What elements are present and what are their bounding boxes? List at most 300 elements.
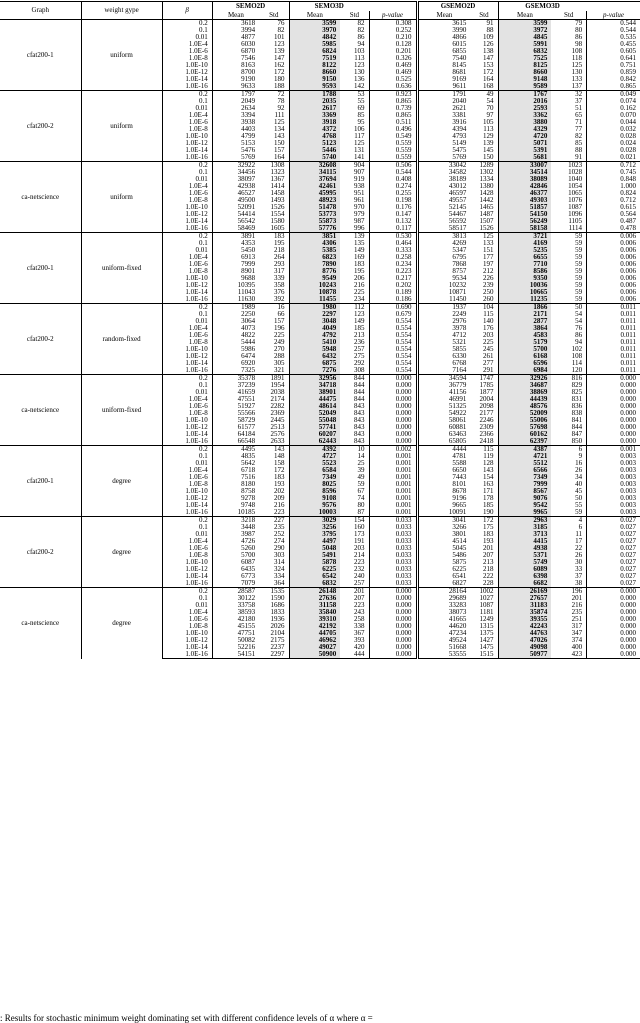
gsemo3d-mean-cell: 4415	[498, 538, 551, 545]
beta-cell: 1.0E-10	[162, 62, 212, 69]
header-beta: β	[162, 2, 212, 20]
semo2d-std-cell: 2297	[259, 651, 289, 659]
semo2d-std-cell: 111	[274, 112, 285, 119]
header-std: Std	[551, 11, 586, 20]
semo-pvalue-cell: 0.554	[369, 339, 417, 346]
gsemo2d-std-cell: 147	[483, 55, 494, 62]
gsemo3d-std-cell: 841	[571, 417, 583, 424]
gsemo-pvalue-cell: 0.011	[587, 339, 640, 346]
gsemo3d-std-cell: 831	[571, 396, 583, 403]
gsemo3d-mean-cell: 3713	[498, 531, 551, 538]
semo-pvalue-cell: 0.258	[369, 254, 417, 261]
semo2d-std-cell: 290	[274, 545, 285, 552]
gsemo3d-std-cell: 59	[575, 289, 583, 296]
gsemo2d-std-cell: 1526	[479, 225, 494, 232]
semo2d-mean-cell: 7999	[212, 261, 259, 268]
gsemo2d-std-cell: 2098	[479, 403, 494, 410]
semo2d-std-cell: 2576	[270, 431, 285, 438]
semo2d-std-cell: 150	[274, 140, 285, 147]
semo-pvalue-cell: 0.033	[369, 538, 417, 545]
gsemo-pvalue-cell: 0.011	[587, 325, 640, 332]
gsemo2d-mean-cell: 9169	[417, 76, 470, 83]
gsemo-pvalue-cell: 0.745	[587, 169, 640, 176]
semo2d-std-cell: 274	[274, 538, 285, 545]
beta-cell: 1.0E-16	[162, 509, 212, 517]
semo2d-mean-cell: 4495	[212, 446, 259, 454]
semo3d-std-cell: 183	[354, 261, 365, 268]
gsemo3d-std-cell: 34	[575, 474, 583, 481]
semo2d-mean-cell: 5476	[212, 147, 259, 154]
gsemo3d-std-cell: 423	[551, 651, 586, 659]
semo3d-std-cell: 844	[340, 375, 369, 383]
semo2d-mean-cell: 6087	[212, 559, 259, 566]
semo3d-mean-cell: 3970	[289, 27, 340, 34]
gsemo-pvalue-cell: 0.000	[587, 630, 640, 637]
beta-cell: 1.0E-8	[162, 197, 212, 204]
gsemo-pvalue-cell: 0.006	[587, 296, 640, 304]
semo3d-std-cell: 843	[354, 431, 365, 438]
gsemo-pvalue-cell: 0.003	[587, 509, 640, 517]
semo2d-std-cell: 1580	[270, 218, 285, 225]
gsemo-pvalue-cell: 0.000	[587, 602, 640, 609]
semo3d-std-cell: 10	[340, 446, 369, 454]
gsemo3d-mean-cell: 31183	[498, 602, 551, 609]
gsemo3d-std-cell: 1105	[568, 218, 583, 225]
gsemo-pvalue-cell: 0.027	[587, 524, 640, 531]
semo-pvalue-cell: 0.408	[369, 176, 417, 183]
semo-pvalue-cell: 0.033	[369, 559, 417, 566]
gsemo2d-std-cell: 168	[483, 83, 494, 90]
semo-pvalue-cell: 0.033	[369, 517, 417, 525]
gsemo2d-std-cell: 213	[483, 559, 494, 566]
gsemo2d-std-cell: 1475	[479, 644, 494, 651]
gsemo3d-std-cell: 1076	[568, 197, 583, 204]
gsemo3d-std-cell: 1114	[568, 225, 583, 232]
gsemo-pvalue-cell: 0.000	[587, 417, 640, 424]
semo2d-std-cell: 376	[274, 289, 285, 296]
semo-pvalue-cell: 0.001	[369, 467, 417, 474]
semo3d-std-cell: 275	[354, 353, 365, 360]
semo-pvalue-cell: 0.128	[369, 41, 417, 48]
semo2d-mean-cell: 7516	[212, 474, 259, 481]
beta-cell: 0.01	[162, 318, 212, 325]
gsemo2d-std-cell: 105	[483, 119, 494, 126]
beta-cell: 1.0E-14	[162, 431, 212, 438]
semo-pvalue-cell: 0.525	[369, 76, 417, 83]
gsemo3d-mean-cell: 60162	[498, 431, 551, 438]
gsemo3d-std-cell: 77	[575, 126, 583, 133]
gsemo3d-mean-cell: 4583	[498, 332, 551, 339]
semo3d-mean-cell: 3851	[289, 233, 340, 241]
beta-cell: 1.0E-8	[162, 268, 212, 275]
beta-cell: 1.0E-8	[162, 339, 212, 346]
semo3d-mean-cell: 2035	[289, 98, 340, 105]
gsemo3d-std-cell: 59	[575, 268, 583, 275]
semo3d-mean-cell: 3599	[289, 20, 340, 28]
gsemo2d-mean-cell: 4269	[417, 240, 470, 247]
semo3d-std-cell: 393	[354, 637, 365, 644]
gsemo2d-std-cell: 171	[483, 488, 494, 495]
gsemo2d-std-cell: 54	[486, 98, 494, 105]
gsemo3d-mean-cell: 6655	[498, 254, 551, 261]
semo2d-mean-cell: 4726	[212, 538, 259, 545]
gsemo2d-mean-cell: 11450	[417, 296, 470, 304]
semo2d-mean-cell: 6920	[212, 360, 259, 367]
semo2d-mean-cell: 54414	[212, 211, 259, 218]
gsemo3d-mean-cell: 32926	[498, 375, 551, 383]
semo3d-mean-cell: 6432	[289, 353, 340, 360]
gsemo3d-std-cell: 55	[575, 502, 583, 509]
gsemo3d-std-cell: 88	[575, 147, 583, 154]
gsemo2d-std-cell: 1181	[479, 609, 494, 616]
beta-cell: 0.2	[162, 20, 212, 28]
gsemo3d-std-cell: 825	[571, 389, 583, 396]
semo3d-mean-cell: 55048	[289, 417, 340, 424]
gsemo3d-std-cell: 26	[575, 467, 583, 474]
semo3d-std-cell: 225	[354, 289, 365, 296]
semo-pvalue-cell: 0.530	[369, 233, 417, 241]
semo2d-std-cell: 1686	[270, 602, 285, 609]
gsemo3d-std-cell: 50	[575, 495, 583, 502]
gsemo-pvalue-cell: 0.027	[587, 573, 640, 580]
semo-pvalue-cell: 0.000	[369, 630, 417, 637]
semo-pvalue-cell: 0.000	[369, 651, 417, 659]
gsemo3d-std-cell: 1096	[568, 211, 583, 218]
gsemo3d-std-cell: 6	[578, 524, 583, 531]
gsemo3d-mean-cell: 4720	[498, 133, 551, 140]
semo2d-mean-cell: 51927	[212, 403, 259, 410]
gsemo-pvalue-cell: 0.011	[587, 367, 640, 375]
gsemo3d-std-cell: 79	[551, 20, 586, 28]
table-row	[0, 588, 640, 596]
beta-cell: 1.0E-6	[162, 332, 212, 339]
gsemo3d-std-cell: 374	[571, 637, 583, 644]
gsemo2d-std-cell: 1375	[479, 630, 494, 637]
semo3d-mean-cell: 32956	[289, 375, 340, 383]
gsemo2d-std-cell: 2309	[479, 424, 494, 431]
gsemo2d-std-cell: 250	[483, 289, 494, 296]
gsemo3d-std-cell: 400	[571, 644, 583, 651]
gsemo3d-mean-cell: 6596	[498, 360, 551, 367]
gsemo3d-std-cell: 11	[575, 531, 583, 538]
gsemo3d-std-cell: 836	[571, 403, 583, 410]
semo-pvalue-cell: 0.549	[369, 133, 417, 140]
semo3d-std-cell: 240	[354, 573, 365, 580]
gsemo3d-mean-cell: 38869	[498, 389, 551, 396]
semo-pvalue-cell: 0.217	[369, 275, 417, 282]
beta-cell: 1.0E-8	[162, 126, 212, 133]
table-row	[0, 20, 640, 28]
gsemo2d-std-cell: 193	[483, 538, 494, 545]
semo3d-mean-cell: 3918	[289, 119, 340, 126]
semo3d-mean-cell: 10003	[289, 509, 340, 517]
gsemo2d-mean-cell: 60881	[417, 424, 470, 431]
semo3d-mean-cell: 57741	[289, 424, 340, 431]
semo2d-std-cell: 305	[274, 360, 285, 367]
semo-pvalue-cell: 0.000	[369, 616, 417, 623]
gsemo-pvalue-cell: 0.000	[587, 609, 640, 616]
gsemo3d-mean-cell: 58158	[498, 225, 551, 233]
header-pvalue: p-value	[369, 11, 417, 20]
gsemo3d-std-cell: 26	[575, 552, 583, 559]
gsemo2d-std-cell: 2418	[479, 438, 494, 445]
beta-cell: 1.0E-10	[162, 630, 212, 637]
semo2d-mean-cell: 30122	[212, 595, 259, 602]
gsemo-pvalue-cell: 0.006	[587, 282, 640, 289]
table-row	[0, 304, 640, 312]
semo3d-mean-cell: 4392	[289, 446, 340, 454]
semo-pvalue-cell: 0.001	[369, 481, 417, 488]
semo2d-mean-cell: 50082	[212, 637, 259, 644]
gsemo2d-mean-cell: 28164	[417, 588, 470, 596]
gsemo2d-std-cell: 119	[483, 453, 494, 460]
semo-pvalue-cell: 0.189	[369, 289, 417, 296]
beta-cell: 0.01	[162, 531, 212, 538]
header-mean: Mean	[498, 11, 551, 20]
gsemo2d-std-cell: 183	[483, 531, 494, 538]
gsemo2d-mean-cell: 6225	[417, 566, 470, 573]
gsemo3d-mean-cell: 49098	[498, 644, 551, 651]
gsemo3d-mean-cell: 5681	[498, 154, 551, 162]
beta-cell: 0.1	[162, 524, 212, 531]
semo3d-std-cell: 106	[354, 126, 365, 133]
gsemo2d-mean-cell: 36779	[417, 382, 470, 389]
gsemo3d-mean-cell: 8660	[498, 69, 551, 76]
gsemo-pvalue-cell: 0.011	[587, 332, 640, 339]
gsemo3d-mean-cell: 34514	[498, 169, 551, 176]
semo3d-std-cell: 117	[354, 133, 365, 140]
gsemo2d-std-cell: 185	[483, 502, 494, 509]
semo2d-std-cell: 223	[274, 509, 285, 516]
gsemo2d-mean-cell: 10871	[417, 289, 470, 296]
semo2d-std-cell: 162	[274, 62, 285, 69]
semo3d-mean-cell: 4049	[289, 325, 340, 332]
gsemo2d-mean-cell: 3266	[417, 524, 470, 531]
gsemo3d-mean-cell: 5391	[498, 147, 551, 154]
gsemo2d-mean-cell: 4781	[417, 453, 470, 460]
semo3d-mean-cell: 8025	[289, 481, 340, 488]
semo2d-std-cell: 2282	[270, 403, 285, 410]
semo-pvalue-cell: 0.033	[369, 545, 417, 552]
semo-pvalue-cell: 0.326	[369, 55, 417, 62]
gsemo3d-mean-cell: 3880	[498, 119, 551, 126]
semo-pvalue-cell: 0.469	[369, 69, 417, 76]
gsemo2d-std-cell: 1334	[479, 176, 494, 183]
gsemo-pvalue-cell: 1.000	[587, 183, 640, 190]
semo2d-mean-cell: 7546	[212, 55, 259, 62]
gsemo3d-mean-cell: 26169	[498, 588, 551, 596]
gsemo2d-mean-cell: 46597	[417, 190, 470, 197]
gsemo2d-mean-cell: 3615	[417, 20, 470, 28]
results-table	[0, 1, 640, 659]
gsemo2d-mean-cell: 7164	[417, 367, 470, 375]
gsemo2d-std-cell: 239	[483, 282, 494, 289]
gsemo-pvalue-cell: 0.000	[587, 644, 640, 651]
gsemo-pvalue-cell: 0.712	[587, 162, 640, 170]
semo3d-std-cell: 103	[354, 48, 365, 55]
semo3d-std-cell: 844	[354, 396, 365, 403]
gsemo2d-mean-cell: 6541	[417, 573, 470, 580]
gsemo-pvalue-cell: 0.003	[587, 495, 640, 502]
table-row	[0, 91, 640, 99]
beta-cell: 1.0E-6	[162, 48, 212, 55]
gsemo2d-mean-cell: 3990	[417, 27, 470, 34]
gsemo-pvalue-cell: 0.011	[587, 304, 640, 312]
beta-cell: 1.0E-10	[162, 488, 212, 495]
semo3d-std-cell: 130	[354, 69, 365, 76]
semo3d-mean-cell: 3048	[289, 318, 340, 325]
gsemo3d-std-cell: 51	[575, 105, 583, 112]
beta-cell: 1.0E-12	[162, 211, 212, 218]
semo3d-std-cell: 86	[357, 34, 365, 41]
gsemo-pvalue-cell: 0.006	[587, 261, 640, 268]
gsemo2d-std-cell: 1427	[479, 637, 494, 644]
gsemo2d-std-cell: 128	[483, 460, 494, 467]
beta-cell: 1.0E-4	[162, 396, 212, 403]
gsemo-pvalue-cell: 0.011	[587, 311, 640, 318]
beta-cell: 1.0E-12	[162, 282, 212, 289]
gsemo2d-std-cell: 1249	[479, 616, 494, 623]
gsemo-pvalue-cell: 0.044	[587, 119, 640, 126]
gsemo2d-std-cell: 1785	[479, 382, 494, 389]
gsemo3d-mean-cell: 2963	[498, 517, 551, 525]
gsemo3d-std-cell: 54	[575, 311, 583, 318]
semo2d-std-cell: 72	[259, 91, 289, 99]
semo3d-mean-cell: 9593	[289, 83, 340, 91]
semo3d-mean-cell: 52049	[289, 410, 340, 417]
gsemo-pvalue-cell: 0.000	[587, 382, 640, 389]
gsemo3d-std-cell: 59	[575, 282, 583, 289]
beta-cell: 0.1	[162, 169, 212, 176]
semo-pvalue-cell: 0.002	[369, 446, 417, 454]
gsemo2d-std-cell: 1087	[479, 602, 494, 609]
semo3d-std-cell: 173	[354, 531, 365, 538]
gsemo3d-std-cell: 80	[575, 27, 583, 34]
semo2d-std-cell: 293	[274, 261, 285, 268]
semo2d-mean-cell: 3448	[212, 524, 259, 531]
gsemo-pvalue-cell: 0.544	[587, 20, 640, 28]
gsemo-pvalue-cell: 0.028	[587, 147, 640, 154]
gsemo3d-std-cell: 130	[571, 69, 583, 76]
gsemo2d-std-cell: 1747	[470, 375, 498, 383]
gsemo3d-mean-cell: 44763	[498, 630, 551, 637]
semo3d-std-cell: 123	[354, 311, 365, 318]
gsemo3d-mean-cell: 33007	[498, 162, 551, 170]
semo3d-mean-cell: 5446	[289, 147, 340, 154]
semo3d-mean-cell: 3369	[289, 112, 340, 119]
semo2d-std-cell: 264	[274, 254, 285, 261]
gsemo-pvalue-cell: 0.027	[587, 545, 640, 552]
gsemo3d-mean-cell: 38089	[498, 176, 551, 183]
semo2d-std-cell: 2038	[270, 389, 285, 396]
beta-cell: 1.0E-14	[162, 360, 212, 367]
semo3d-std-cell: 987	[354, 218, 365, 225]
gsemo3d-mean-cell: 51857	[498, 204, 551, 211]
gsemo-pvalue-cell: 0.027	[587, 559, 640, 566]
semo2d-std-cell: 1605	[270, 225, 285, 232]
semo3d-std-cell: 94	[357, 41, 365, 48]
semo3d-std-cell: 232	[354, 566, 365, 573]
gsemo-pvalue-cell: 0.842	[587, 76, 640, 83]
gsemo-pvalue-cell: 0.021	[587, 154, 640, 162]
semo2d-std-cell: 288	[274, 353, 285, 360]
gsemo3d-std-cell: 133	[571, 76, 583, 83]
semo3d-mean-cell: 6875	[289, 360, 340, 367]
gsemo2d-std-cell: 164	[483, 76, 494, 83]
gsemo3d-mean-cell: 6089	[498, 566, 551, 573]
gsemo2d-mean-cell: 38189	[417, 176, 470, 183]
semo2d-mean-cell: 3218	[212, 517, 259, 525]
semo3d-mean-cell: 38901	[289, 389, 340, 396]
gsemo3d-std-cell: 54	[575, 318, 583, 325]
gsemo3d-std-cell: 1040	[568, 176, 583, 183]
beta-cell: 0.2	[162, 517, 212, 525]
beta-cell: 0.1	[162, 311, 212, 318]
weight-type-cell: uniform-fixed	[81, 375, 162, 446]
gsemo-pvalue-cell: 0.544	[587, 27, 640, 34]
gsemo3d-std-cell: 33	[575, 566, 583, 573]
gsemo3d-mean-cell: 2593	[498, 105, 551, 112]
beta-cell: 1.0E-12	[162, 69, 212, 76]
gsemo3d-std-cell: 108	[571, 48, 583, 55]
gsemo3d-std-cell: 6	[551, 446, 586, 454]
gsemo3d-mean-cell: 8567	[498, 488, 551, 495]
semo3d-mean-cell: 5985	[289, 41, 340, 48]
gsemo3d-mean-cell: 5235	[498, 247, 551, 254]
semo3d-std-cell: 95	[357, 119, 365, 126]
gsemo2d-mean-cell: 6650	[417, 467, 470, 474]
semo2d-mean-cell: 5986	[212, 346, 259, 353]
gsemo2d-std-cell: 139	[483, 140, 494, 147]
semo-pvalue-cell: 0.333	[369, 247, 417, 254]
beta-cell: 1.0E-8	[162, 481, 212, 488]
gsemo2d-mean-cell: 54922	[417, 410, 470, 417]
semo2d-std-cell: 2237	[270, 644, 285, 651]
gsemo3d-std-cell: 45	[575, 488, 583, 495]
semo3d-mean-cell: 50900	[289, 651, 340, 659]
gsemo2d-std-cell: 143	[483, 467, 494, 474]
semo3d-std-cell: 844	[354, 389, 365, 396]
gsemo3d-std-cell: 98	[575, 41, 583, 48]
semo3d-mean-cell: 3795	[289, 531, 340, 538]
gsemo3d-std-cell: 829	[571, 382, 583, 389]
gsemo2d-mean-cell: 38073	[417, 609, 470, 616]
gsemo3d-std-cell: 22	[575, 545, 583, 552]
semo3d-std-cell: 338	[354, 623, 365, 630]
semo3d-mean-cell: 27636	[289, 595, 340, 602]
gsemo2d-mean-cell: 3978	[417, 325, 470, 332]
semo-pvalue-cell: 0.679	[369, 311, 417, 318]
gsemo-pvalue-cell: 0.000	[587, 637, 640, 644]
semo-pvalue-cell: 0.554	[369, 353, 417, 360]
gsemo3d-mean-cell: 7349	[498, 474, 551, 481]
semo3d-std-cell: 141	[354, 154, 365, 161]
semo3d-std-cell: 39	[357, 467, 365, 474]
gsemo-pvalue-cell: 0.487	[587, 218, 640, 225]
semo2d-std-cell: 364	[274, 580, 285, 587]
semo3d-std-cell: 367	[354, 630, 365, 637]
semo2d-mean-cell: 52216	[212, 644, 259, 651]
gsemo3d-std-cell: 9	[578, 453, 583, 460]
semo2d-mean-cell: 11043	[212, 289, 259, 296]
semo-pvalue-cell: 0.000	[369, 644, 417, 651]
gsemo3d-std-cell: 1054	[568, 183, 583, 190]
semo3d-std-cell: 308	[354, 367, 365, 374]
semo2d-std-cell: 2174	[270, 396, 285, 403]
gsemo2d-mean-cell: 3801	[417, 531, 470, 538]
semo-pvalue-cell: 0.252	[369, 27, 417, 34]
semo-pvalue-cell: 0.223	[369, 268, 417, 275]
